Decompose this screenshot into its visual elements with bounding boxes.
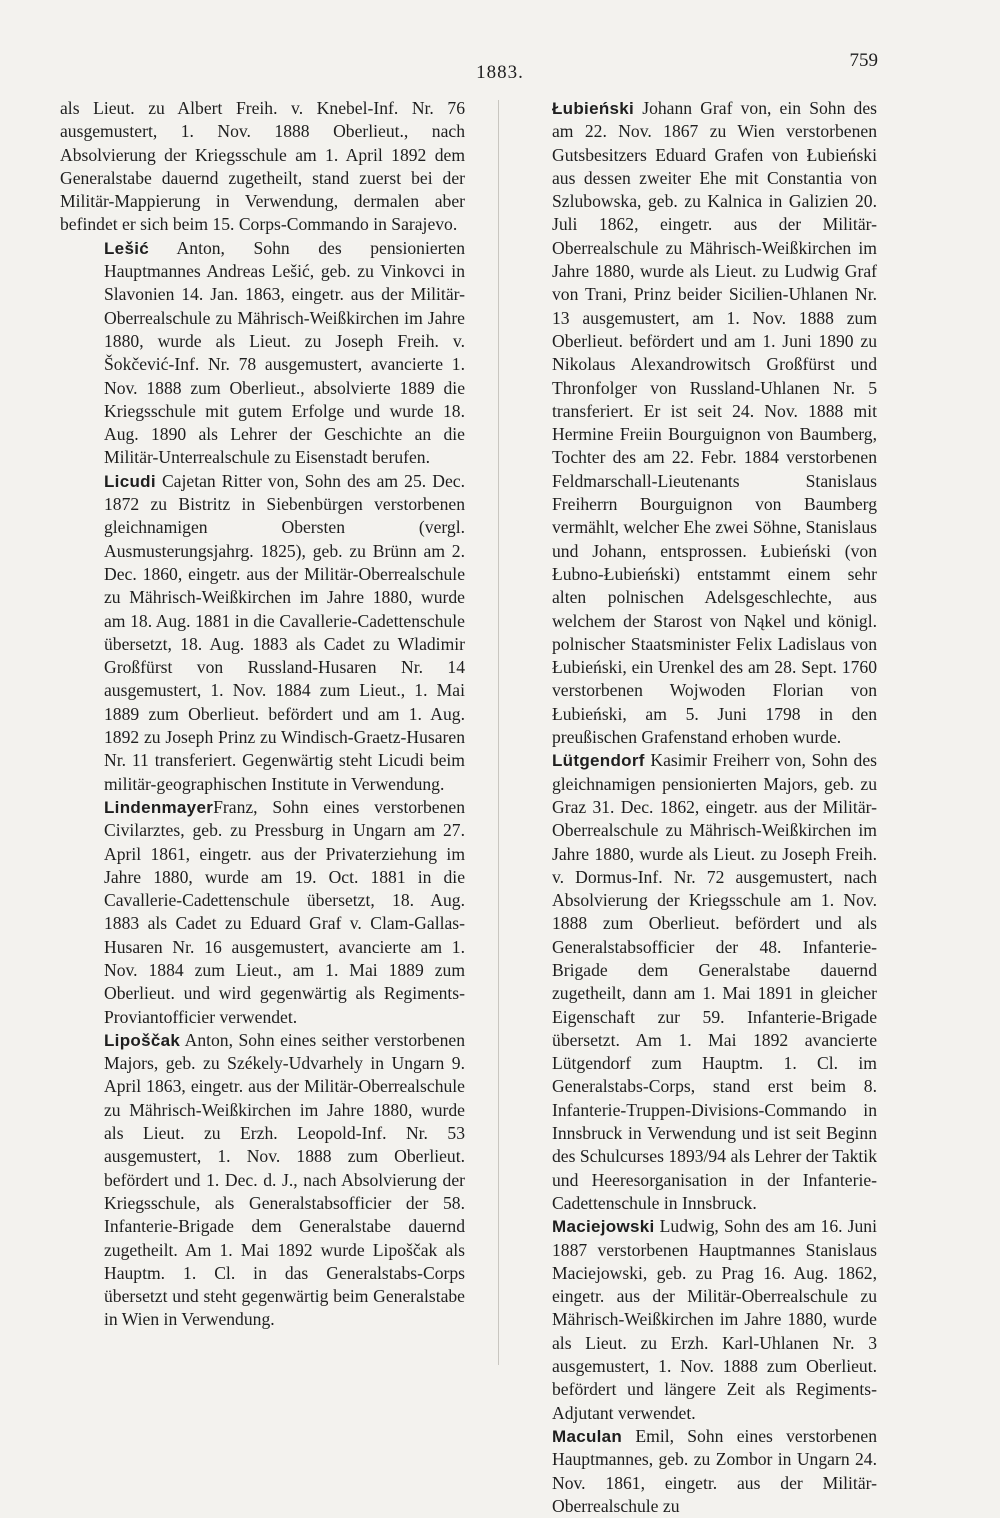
- page-number: 759: [849, 50, 878, 71]
- entry-text: Emil, Sohn eines verstorbenen Hauptmannes, geb. zu Zombor in Ungarn 24. Nov. 1861, eingetr. aus der Militär-Oberrealschule zu: [552, 1425, 877, 1516]
- entry-text: Ludwig, Sohn des am 16. Juni 1887 verstorbenen Hauptmannes Stanislaus Maciejowski, geb. zu Prag 16. Aug. 1862, eingetr. aus der Militär-Oberrealschule zu Mährisch-Weißkirchen im Jahre 1880, wurde als Lieut. zu Erzh. Karl-Uhlanen Nr. 3 ausgemustert, 1. Nov. 1888 zum Oberlieut. befördert und längere Zeit als Regiments-Adjutant verwendet.: [552, 1216, 877, 1423]
- entry-name: Lütgendorf: [552, 751, 645, 771]
- entry-name: Lindenmayer: [104, 797, 214, 817]
- entry-text: Kasimir Freiherr von, Sohn des gleichnamigen pensionierten Majors, geb. zu Graz 31. Dec. 1862, eingetr. aus der Militär-Oberrealschule zu Mährisch-Weißkirchen im Jahre 1880, wurde als Lieut. zu Joseph Freih. v. Dormus-Inf. Nr. 72 ausgemustert, nach Absolvierung der Kriegsschule am 1. Nov. 1888 zum Oberlieut. befördert und als Generalstabsofficier der 48. Infanterie-Brigade dem Generalstabe dauernd zugetheilt, dann am 1. Mai 1891 in gleicher Eigenschaft zur 59. Infanterie-Brigade übersetzt. Am 1. Mai 1892 avancierte Lütgendorf zum Hauptm. 1. Cl. im Generalstabs-Corps, stand erst beim 8. Infanterie-Truppen-Divisions-Commando in Innsbruck in Verwendung und ist seit Beginn des Schulcurses 1893/94 als Lehrer der Taktik und Heeresorganisation in der Infanterie-Cadettenschule in Innsbruck.: [552, 750, 877, 1213]
- entry-name: Lipoščak: [104, 1030, 181, 1050]
- entry-text: Cajetan Ritter von, Sohn des am 25. Dec. 1872 zu Bistritz in Siebenbürgen verstorbenen gleichnamigen Obersten (vergl. Ausmusterungsjahrg. 1825), geb. zu Brünn am 2. Dec. 1860, eingetr. aus der Militär-Oberrealschule zu Mährisch-Weißkirchen im Jahre 1880, wurde am 18. Aug. 1881 in die Cavallerie-Cadettenschule übersetzt, 18. Aug. 1883 als Cadet zu Wladimir Großfürst von Russland-Husaren Nr. 14 ausgemustert, 1. Nov. 1884 zum Lieut., 1. Mai 1889 zum Oberlieut. befördert und am 1. Aug. 1892 zu Joseph Prinz zu Windisch-Graetz-Husaren Nr. 11 transferiert. Gegenwärtig steht Licudi beim militär-geographischen Institute in Verwendung.: [104, 470, 465, 794]
- entry-maculan: [508, 1425, 877, 1518]
- entry-maciejowski: [508, 1215, 877, 1425]
- entry-text: Anton, Sohn eines seither verstorbenen Majors, geb. zu Székely-Udvarhely in Ungarn 9. April 1863, eingetr. aus der Militär-Oberrealschule zu Mährisch-Weißkirchen im Jahre 1880, wurde als Lieut. zu Erzh. Leopold-Inf. Nr. 53 ausgemustert, 1. Nov. 1888 zum Oberlieut. befördert und 1. Dec. d. J., nach Absolvierung der Kriegsschule, als Generalstabsofficier der 58. Infanterie-Brigade dem Generalstabe dauernd zugetheilt. Am 1. Mai 1892 wurde Lipoščak als Hauptm. 1. Cl. in das Generalstabs-Corps übersetzt und steht gegenwärtig beim Generalstabe in Wien in Verwendung.: [104, 1029, 465, 1330]
- entry-name: Lešić: [104, 238, 149, 258]
- entry-text: Anton, Sohn des pensionierten Hauptmannes Andreas Lešić, geb. zu Vinkovci in Slavonien 14. Jan. 1863, eingetr. aus der Militär-Oberrealschule zu Mährisch-Weißkirchen im Jahre 1880, wurde als Lieut. zu Joseph Freih. v. Šokčević-Inf. Nr. 78 ausgemustert, avancierte 1. Nov. 1888 zum Oberlieut., absolvierte 1889 die Kriegsschule mit gutem Erfolge und wurde 18. Aug. 1890 als Lehrer der Geschichte an die Militär-Unterrealschule zu Eisenstadt berufen.: [104, 237, 465, 468]
- entry-lubienski: [508, 97, 877, 749]
- entry-lutgendorf: [508, 749, 877, 1215]
- entry-lindenmayer: [60, 796, 465, 1029]
- entry-name: Maciejowski: [552, 1217, 655, 1237]
- right-column: [508, 97, 877, 1518]
- entry-lesic: [60, 237, 465, 470]
- page-header-year: 1883.: [476, 62, 524, 83]
- entry-name: Licudi: [104, 471, 156, 491]
- entry-text: Franz, Sohn eines verstorbenen Civilarztes, geb. zu Pressburg in Ungarn am 27. April 1861, eingetr. aus der Privaterziehung im Jahre 1880, wurde am 19. Oct. 1881 in die Cavallerie-Cadettenschule übersetzt, 18. Aug. 1883 als Cadet zu Eduard Graf v. Clam-Gallas-Husaren Nr. 16 ausgemustert, avancierte am 1. Nov. 1884 zum Lieut., am 1. Mai 1889 zum Oberlieut. und wird gegenwärtig als Regiments-Proviantofficier verwendet.: [104, 796, 465, 1027]
- left-column: [60, 97, 465, 1332]
- entry-name: Maculan: [552, 1426, 623, 1446]
- column-divider: [498, 100, 499, 1365]
- entry-liposcak: [60, 1029, 465, 1332]
- continuation-paragraph: als Lieut. zu Albert Freih. v. Knebel-Inf. Nr. 76 ausgemustert, 1. Nov. 1888 Oberlieut., nach Absolvierung der Kriegsschule am 1. April 1892 dem Generalstabe dauernd zugetheilt, stand zuerst bei der Militär-Mappierung in Verwendung, dermalen aber befindet er sich beim 15. Corps-Commando in Sarajevo.: [60, 98, 465, 235]
- entry-text: Johann Graf von, ein Sohn des am 22. Nov. 1867 zu Wien verstorbenen Gutsbesitzers Eduard Grafen von Łubieński aus dessen zweiter Ehe mit Constantia von Szlubowska, geb. zu Kalnica in Galizien 20. Juli 1862, eingetr. aus der Militär-Oberrealschule zu Mährisch-Weißkirchen im Jahre 1880, wurde als Lieut. zu Ludwig Graf von Trani, Prinz beider Sicilien-Uhlanen Nr. 13 ausgemustert, am 1. Nov. 1888 zum Oberlieut. befördert und am 1. Juni 1890 zu Nikolaus Alexandrowitsch Großfürst und Thronfolger von Russland-Uhlanen Nr. 5 transferiert. Er ist seit 24. Nov. 1888 mit Hermine Freiin Bourguignon von Baumberg, Tochter des am 22. Febr. 1884 verstorbenen Feldmarschall-Lieutenants Stanislaus Freiherrn Bourguignon von Baumberg vermählt, welcher Ehe zwei Söhne, Stanislaus und Johann, entsprossen. Łubieński (von Łubno-Łubieński) entstammt einem sehr alten polnischen Adelsgeschlechte, aus welchem der Starost von Nąkel und königl. polnischer Staatsminister Felix Ladislaus von Łubieński, ein Urenkel des am 28. Sept. 1760 verstorbenen Wojwoden Florian von Łubieński, am 5. Juni 1798 in den preußischen Grafenstand erhoben wurde.: [552, 98, 877, 748]
- entry-name: Łubieński: [552, 99, 635, 118]
- entry-licudi: [60, 470, 465, 796]
